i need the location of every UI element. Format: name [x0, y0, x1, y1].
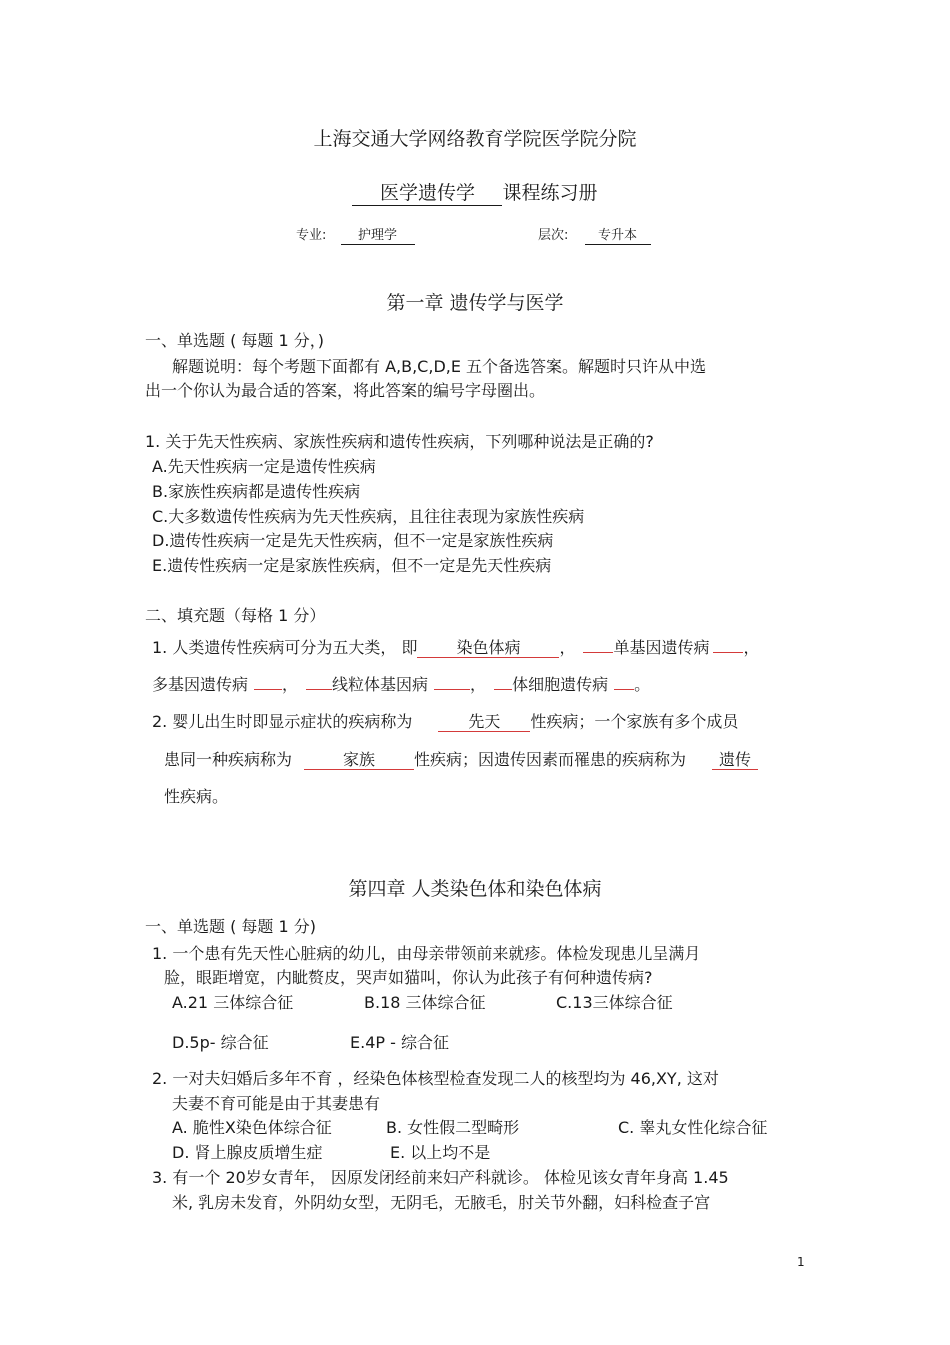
fill1-blank-pad2	[713, 652, 743, 653]
fill1-blank-pad7	[614, 689, 634, 690]
chapter1-title: 第一章 遗传学与医学	[386, 292, 564, 314]
course-name: 医学遗传学	[352, 182, 502, 206]
ch1-instructions-line2: 出一个你认为最合适的答案，将此答案的编号字母圈出。	[145, 381, 546, 400]
ch4-q1-option-c[interactable]: C.13三体综合征	[556, 993, 673, 1012]
ch4-q2-option-e[interactable]: E. 以上均不是	[390, 1143, 491, 1162]
ch1-fill1-line2	[152, 675, 650, 694]
ch4-q2-option-b[interactable]: B. 女性假二型畸形	[386, 1118, 520, 1137]
ch1-section1-heading: 一、单选题 ( 每题 1 分，)	[145, 331, 325, 350]
page-number: 1	[797, 1255, 805, 1269]
ch4-q1-stem-line1: 1. 一个患有先天性心脏病的幼儿，由母亲带领前来就疹。体检发现患儿呈满月	[152, 944, 701, 963]
ch4-q1-option-b[interactable]: B.18 三体综合征	[364, 993, 486, 1012]
fill1-blank-pad6	[494, 689, 512, 690]
ch1-q1-option-a[interactable]: A.先天性疾病一定是遗传性疾病	[152, 457, 376, 476]
ch4-q1-option-e[interactable]: E.4P - 综合征	[350, 1033, 449, 1052]
ch1-q1-option-e[interactable]: E.遗传性疾病一定是家族性疾病，但不一定是先天性疾病	[152, 556, 552, 575]
fill1-blank-pad5	[434, 689, 470, 690]
ch4-q1-option-d[interactable]: D.5p- 综合征	[172, 1033, 269, 1052]
major-value: 护理学	[341, 228, 415, 245]
fill1-blank4[interactable]: 线粒体基因病	[332, 675, 429, 694]
ch4-q3-stem-line2: 米, 乳房未发育，外阴幼女型，无阴毛，无腋毛，肘关节外翻，妇科检查子宫	[172, 1193, 711, 1212]
ch1-q1-stem: 1. 关于先天性疾病、家族性疾病和遗传性疾病，下列哪种说法是正确的?	[145, 432, 654, 451]
ch4-q1-option-a[interactable]: A.21 三体综合征	[172, 993, 294, 1012]
ch1-q1-option-d[interactable]: D.遗传性疾病一定是先天性疾病，但不一定是家族性疾病	[152, 531, 554, 550]
chapter4-title: 第四章 人类染色体和染色体病	[348, 878, 602, 900]
ch1-fill2-line1	[152, 712, 738, 732]
fill1-blank-pad3	[254, 689, 282, 690]
ch4-q2-stem-line2: 夫妻不育可能是由于其妻患有	[172, 1094, 381, 1113]
ch1-section2-heading: 二、填充题（每格 1 分）	[145, 606, 326, 625]
school-title: 上海交通大学网络教育学院医学院分院	[313, 128, 637, 150]
fill1-prefix: 1. 人类遗传性疾病可分为五大类， 即	[152, 638, 418, 657]
major-label: 专业:	[296, 228, 327, 243]
course-title	[0, 182, 950, 206]
level-label: 层次:	[538, 228, 569, 243]
ch1-fill2-line3: 性疾病。	[164, 787, 229, 806]
ch1-q1-option-c[interactable]: C.大多数遗传性疾病为先天性疾病，且往往表现为家族性疾病	[152, 507, 585, 526]
ch1-q1-option-b[interactable]: B.家族性疾病都是遗传性疾病	[152, 482, 361, 501]
ch4-q2-option-d[interactable]: D. 肾上腺皮质增生症	[172, 1143, 323, 1162]
fill2-mid1: 性疾病；一个家族有多个成员	[530, 712, 739, 731]
level-row	[538, 228, 651, 245]
ch4-q2-stem-line1: 2. 一对夫妇婚后多年不育 ，经染色体核型检查发现二人的核型均为 46,XY, 这对	[152, 1069, 719, 1088]
fill1-blank-pad4	[306, 689, 332, 690]
ch4-q2-option-a[interactable]: A. 脆性X染色体综合征	[172, 1118, 332, 1137]
fill1-blank1[interactable]: 染色体病	[417, 638, 559, 658]
fill1-blank-pad1	[583, 652, 613, 653]
level-value: 专升本	[585, 228, 651, 245]
fill1-end1: ，	[743, 638, 760, 657]
fill1-sep3: ，	[282, 675, 299, 694]
fill1-blank2[interactable]: 单基因遗传病	[613, 638, 710, 657]
fill1-blank3[interactable]: 多基因遗传病	[152, 675, 249, 694]
ch1-instructions-line1: 解题说明：每个考题下面都有 A,B,C,D,E 五个备选答案。解题时只许从中选	[172, 357, 707, 376]
fill2-prefix: 2. 婴儿出生时即显示症状的疾病称为	[152, 712, 413, 731]
ch4-q1-stem-line2: 脸，眼距增宽，内眦赘皮，哭声如猫叫，你认为此孩子有何种遗传病?	[164, 968, 653, 987]
fill1-sep1: ，	[559, 638, 576, 657]
fill1-sep4: ，	[470, 675, 487, 694]
ch4-q2-option-c[interactable]: C. 睾丸女性化综合征	[618, 1118, 768, 1137]
fill2-blank1[interactable]: 先天	[438, 712, 530, 732]
major-row	[296, 228, 415, 245]
fill2-blank3[interactable]: 遗传	[712, 750, 758, 770]
workbook-label: 课程练习册	[502, 182, 598, 204]
ch4-section1-heading: 一、单选题 ( 每题 1 分)	[145, 917, 317, 936]
ch1-fill1-line1	[152, 638, 760, 658]
fill1-blank5[interactable]: 体细胞遗传病	[512, 675, 609, 694]
fill2-blank2[interactable]: 家族	[304, 750, 414, 770]
fill2-line2-prefix: 患同一种疾病称为	[164, 750, 293, 769]
fill1-end: 。	[634, 675, 651, 694]
ch1-fill2-line2	[164, 750, 758, 770]
fill2-mid2: 性疾病；因遗传因素而罹患的疾病称为	[414, 750, 687, 769]
ch4-q3-stem-line1: 3. 有一个 20岁女青年， 因原发闭经前来妇产科就诊。 体检见该女青年身高 1.45	[152, 1168, 729, 1187]
